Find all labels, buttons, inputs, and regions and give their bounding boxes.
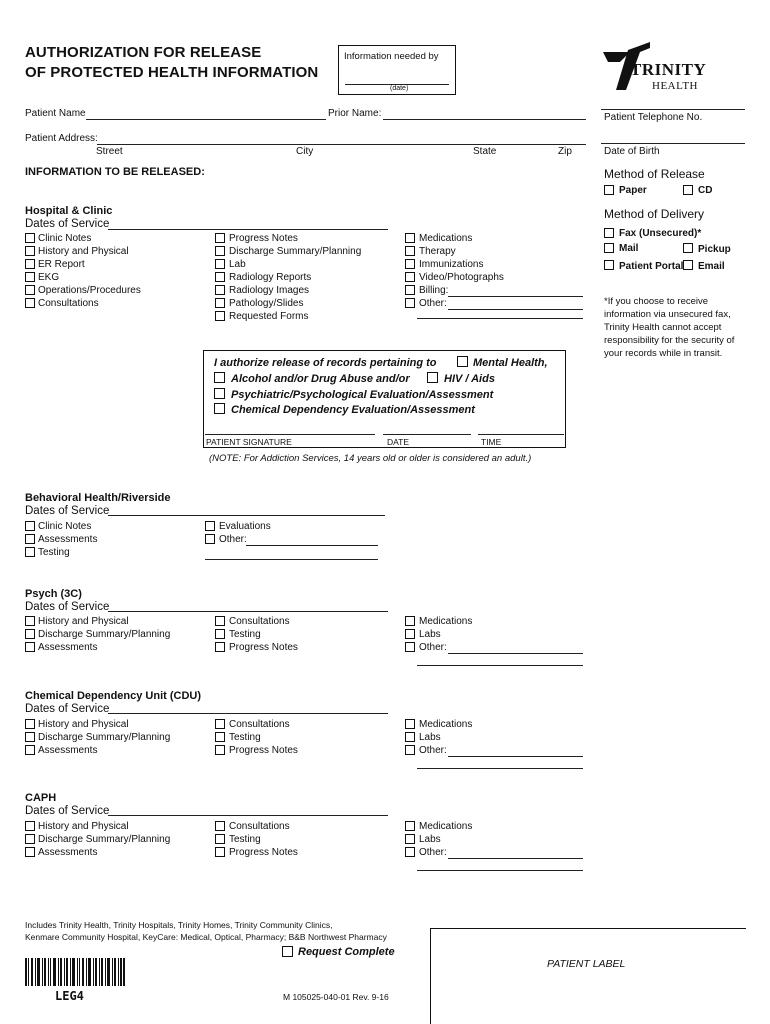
psych-assessments-checkbox[interactable] bbox=[25, 642, 35, 652]
addiction-services-note: (NOTE: For Addiction Services, 14 years old or older is considered an adult.) bbox=[209, 453, 532, 464]
behavioral-health-heading: Behavioral Health/Riverside bbox=[25, 492, 171, 504]
bh-evaluations-checkbox[interactable] bbox=[205, 521, 215, 531]
date-of-birth-field[interactable] bbox=[601, 143, 745, 144]
psych-dates-label: Dates of Service bbox=[25, 601, 110, 613]
er-report-checkbox[interactable] bbox=[25, 259, 35, 269]
bh-assessments-checkbox[interactable] bbox=[25, 534, 35, 544]
pathology-slides-label: Pathology/Slides bbox=[229, 298, 304, 309]
discharge-summary-label: Discharge Summary/Planning bbox=[229, 246, 362, 257]
patient-label-caption: PATIENT LABEL bbox=[547, 958, 626, 970]
psych-consultations-checkbox[interactable] bbox=[215, 616, 225, 626]
cdu-heading: Chemical Dependency Unit (CDU) bbox=[25, 690, 202, 702]
caph-other-label: Other: bbox=[419, 847, 447, 858]
immunizations-checkbox[interactable] bbox=[405, 259, 415, 269]
cdu-dates-field[interactable] bbox=[108, 713, 388, 714]
psych-history-physical-checkbox[interactable] bbox=[25, 616, 35, 626]
patient-signature-field[interactable] bbox=[205, 434, 375, 435]
clinic-notes-checkbox[interactable] bbox=[25, 233, 35, 243]
form-title-line1: AUTHORIZATION FOR RELEASE bbox=[25, 44, 262, 61]
ekg-checkbox[interactable] bbox=[25, 272, 35, 282]
form-title-line2: OF PROTECTED HEALTH INFORMATION bbox=[25, 64, 319, 81]
psych-history-physical-label: History and Physical bbox=[38, 616, 129, 627]
bh-evaluations-label: Evaluations bbox=[219, 521, 271, 532]
psych-medications-label: Medications bbox=[419, 616, 473, 627]
psych-testing-checkbox[interactable] bbox=[215, 629, 225, 639]
cdu-dates-label: Dates of Service bbox=[25, 703, 110, 715]
cd-checkbox[interactable] bbox=[683, 185, 693, 195]
other-field[interactable] bbox=[448, 309, 583, 310]
caph-progress-notes-checkbox[interactable] bbox=[215, 847, 225, 857]
caph-dates-label: Dates of Service bbox=[25, 805, 110, 817]
patient-telephone-label: Patient Telephone No. bbox=[604, 112, 703, 123]
patient-address-label: Patient Address: bbox=[25, 133, 98, 144]
caph-consultations-label: Consultations bbox=[229, 821, 290, 832]
address-city-caption: City bbox=[296, 146, 314, 157]
address-street-caption: Street bbox=[96, 146, 123, 157]
psych-assessments-label: Assessments bbox=[38, 642, 98, 653]
fax-disclaimer-line5: your records while in transit. bbox=[604, 348, 723, 359]
hiv-aids-checkbox[interactable] bbox=[427, 372, 438, 383]
billing-checkbox[interactable] bbox=[405, 285, 415, 295]
psych-dates-field[interactable] bbox=[108, 611, 388, 612]
fax-disclaimer-line2: information via unsecured fax, bbox=[604, 309, 731, 320]
other-checkbox[interactable] bbox=[405, 298, 415, 308]
caph-history-physical-label: History and Physical bbox=[38, 821, 129, 832]
bh-other-checkbox[interactable] bbox=[205, 534, 215, 544]
prior-name-label: Prior Name: bbox=[328, 108, 382, 119]
lab-label: Lab bbox=[229, 259, 246, 270]
cdu-medications-label: Medications bbox=[419, 719, 473, 730]
billing-field[interactable] bbox=[448, 296, 583, 297]
history-physical-label: History and Physical bbox=[38, 246, 129, 257]
cdu-progress-notes-label: Progress Notes bbox=[229, 745, 298, 756]
cdu-consultations-label: Consultations bbox=[229, 719, 290, 730]
mail-label: Mail bbox=[619, 243, 639, 254]
trinity-health-logo bbox=[600, 40, 730, 95]
signature-date-field[interactable] bbox=[383, 434, 471, 435]
fax-disclaimer-line4: responsibility for the security of bbox=[604, 335, 735, 346]
psych-labs-checkbox[interactable] bbox=[405, 629, 415, 639]
caph-other-field[interactable] bbox=[448, 858, 583, 859]
psych-consultations-label: Consultations bbox=[229, 616, 290, 627]
cdu-testing-checkbox[interactable] bbox=[215, 732, 225, 742]
cdu-history-physical-label: History and Physical bbox=[38, 719, 129, 730]
paper-label: Paper bbox=[619, 185, 647, 196]
consultations-checkbox[interactable] bbox=[25, 298, 35, 308]
bh-clinic-notes-label: Clinic Notes bbox=[38, 521, 92, 532]
mental-health-checkbox[interactable] bbox=[457, 356, 468, 367]
caph-assessments-checkbox[interactable] bbox=[25, 847, 35, 857]
psych-progress-notes-checkbox[interactable] bbox=[215, 642, 225, 652]
cdu-labs-label: Labs bbox=[419, 732, 441, 743]
therapy-label: Therapy bbox=[419, 246, 456, 257]
bh-assessments-label: Assessments bbox=[38, 534, 98, 545]
video-photographs-checkbox[interactable] bbox=[405, 272, 415, 282]
paper-checkbox[interactable] bbox=[604, 185, 614, 195]
authorize-line1: I authorize release of records pertaining to bbox=[214, 357, 437, 369]
caph-discharge-checkbox[interactable] bbox=[25, 834, 35, 844]
bh-testing-checkbox[interactable] bbox=[25, 547, 35, 557]
psychiatric-evaluation-label: Psychiatric/Psychological Evaluation/Assessment bbox=[231, 389, 494, 401]
hiv-aids-label: HIV / Aids bbox=[444, 373, 495, 385]
behavioral-dates-label: Dates of Service bbox=[25, 505, 110, 517]
psych-discharge-checkbox[interactable] bbox=[25, 629, 35, 639]
request-complete-label: Request Complete bbox=[298, 946, 395, 958]
bh-other-field[interactable] bbox=[246, 545, 378, 546]
mental-health-label: Mental Health, bbox=[473, 357, 548, 369]
psych-other-label: Other: bbox=[419, 642, 447, 653]
mail-checkbox[interactable] bbox=[604, 243, 614, 253]
progress-notes-checkbox[interactable] bbox=[215, 233, 225, 243]
fax-checkbox[interactable] bbox=[604, 228, 614, 238]
email-checkbox[interactable] bbox=[683, 260, 693, 270]
cdu-discharge-checkbox[interactable] bbox=[25, 732, 35, 742]
fax-disclaimer-line1: *If you choose to receive bbox=[604, 296, 709, 307]
caph-progress-notes-label: Progress Notes bbox=[229, 847, 298, 858]
psych-3c-heading: Psych (3C) bbox=[25, 588, 82, 600]
billing-label: Billing: bbox=[419, 285, 449, 296]
psychiatric-evaluation-checkbox[interactable] bbox=[214, 388, 225, 399]
cdu-history-physical-checkbox[interactable] bbox=[25, 719, 35, 729]
address-zip-caption: Zip bbox=[558, 146, 572, 157]
request-complete-checkbox[interactable] bbox=[282, 946, 293, 957]
cdu-other-label: Other: bbox=[419, 745, 447, 756]
cdu-consultations-checkbox[interactable] bbox=[215, 719, 225, 729]
psych-discharge-label: Discharge Summary/Planning bbox=[38, 629, 171, 640]
therapy-checkbox[interactable] bbox=[405, 246, 415, 256]
radiology-images-label: Radiology Images bbox=[229, 285, 310, 296]
barcode-icon bbox=[25, 958, 125, 986]
consultations-label: Consultations bbox=[38, 298, 99, 309]
patient-portal-label: Patient Portal bbox=[619, 261, 684, 272]
requested-forms-checkbox[interactable] bbox=[215, 311, 225, 321]
lab-checkbox[interactable] bbox=[215, 259, 225, 269]
cdu-assessments-label: Assessments bbox=[38, 745, 98, 756]
caph-medications-checkbox[interactable] bbox=[405, 821, 415, 831]
caph-testing-checkbox[interactable] bbox=[215, 834, 225, 844]
bh-clinic-notes-checkbox[interactable] bbox=[25, 521, 35, 531]
pickup-label: Pickup bbox=[698, 244, 731, 255]
alcohol-drug-label: Alcohol and/or Drug Abuse and/or bbox=[231, 373, 410, 385]
patient-portal-checkbox[interactable] bbox=[604, 260, 614, 270]
psych-labs-label: Labs bbox=[419, 629, 441, 640]
medications-label: Medications bbox=[419, 233, 473, 244]
psych-other-field-extra[interactable] bbox=[417, 665, 583, 666]
caph-other-checkbox[interactable] bbox=[405, 847, 415, 857]
caph-testing-label: Testing bbox=[229, 834, 261, 845]
medications-checkbox[interactable] bbox=[405, 233, 415, 243]
hospital-clinic-heading: Hospital & Clinic bbox=[25, 205, 113, 217]
requested-forms-label: Requested Forms bbox=[229, 311, 309, 322]
fax-disclaimer-line3: Trinity Health cannot accept bbox=[604, 322, 722, 333]
includes-line1: Includes Trinity Health, Trinity Hospitals, Trinity Homes, Trinity Community Clinics, bbox=[25, 920, 333, 930]
progress-notes-label: Progress Notes bbox=[229, 233, 298, 244]
radiology-images-checkbox[interactable] bbox=[215, 285, 225, 295]
signature-date-label: DATE bbox=[387, 437, 410, 447]
cdu-other-field[interactable] bbox=[448, 756, 583, 757]
bh-other-field-extra[interactable] bbox=[205, 559, 378, 560]
discharge-summary-checkbox[interactable] bbox=[215, 246, 225, 256]
method-of-release-heading: Method of Release bbox=[604, 167, 705, 181]
cdu-other-checkbox[interactable] bbox=[405, 745, 415, 755]
patient-telephone-field[interactable] bbox=[601, 109, 745, 110]
caph-other-field-extra[interactable] bbox=[417, 870, 583, 871]
operations-procedures-label: Operations/Procedures bbox=[38, 285, 141, 296]
caph-labs-checkbox[interactable] bbox=[405, 834, 415, 844]
form-number: M 105025-040-01 Rev. 9-16 bbox=[283, 992, 389, 1002]
cd-label: CD bbox=[698, 185, 713, 196]
caph-labs-label: Labs bbox=[419, 834, 441, 845]
ekg-label: EKG bbox=[38, 272, 60, 283]
psych-progress-notes-label: Progress Notes bbox=[229, 642, 298, 653]
immunizations-label: Immunizations bbox=[419, 259, 484, 270]
method-of-delivery-heading: Method of Delivery bbox=[604, 207, 705, 221]
email-label: Email bbox=[698, 261, 725, 272]
caph-consultations-checkbox[interactable] bbox=[215, 821, 225, 831]
barcode bbox=[25, 958, 125, 986]
logo-trinity-text: TRINITY bbox=[630, 60, 707, 79]
logo-health-text: HEALTH bbox=[652, 80, 698, 92]
pickup-checkbox[interactable] bbox=[683, 243, 693, 253]
behavioral-dates-field[interactable] bbox=[108, 515, 385, 516]
cdu-progress-notes-checkbox[interactable] bbox=[215, 745, 225, 755]
cdu-testing-label: Testing bbox=[229, 732, 261, 743]
barcode-text: LEG4 bbox=[55, 989, 84, 1003]
cdu-other-field-extra[interactable] bbox=[417, 768, 583, 769]
info-needed-label: Information needed by bbox=[344, 51, 439, 62]
caph-dates-field[interactable] bbox=[108, 815, 388, 816]
includes-line2: Kenmare Community Hospital, KeyCare: Medical, Optical, Pharmacy; B&B Northwest Pharmacy bbox=[25, 932, 387, 942]
patient-name-label: Patient Name bbox=[25, 108, 86, 119]
er-report-label: ER Report bbox=[38, 259, 85, 270]
patient-label-area bbox=[430, 928, 746, 1024]
caph-heading: CAPH bbox=[25, 792, 57, 804]
hospital-dates-label: Dates of Service bbox=[25, 218, 110, 230]
prior-name-field[interactable] bbox=[383, 119, 586, 120]
pathology-slides-checkbox[interactable] bbox=[215, 298, 225, 308]
other-field-extra[interactable] bbox=[417, 318, 583, 319]
clinic-notes-label: Clinic Notes bbox=[38, 233, 92, 244]
video-photographs-label: Video/Photographs bbox=[419, 272, 504, 283]
radiology-reports-checkbox[interactable] bbox=[215, 272, 225, 282]
operations-procedures-checkbox[interactable] bbox=[25, 285, 35, 295]
caph-assessments-label: Assessments bbox=[38, 847, 98, 858]
radiology-reports-label: Radiology Reports bbox=[229, 272, 312, 283]
signature-time-label: TIME bbox=[481, 437, 502, 447]
chemical-dependency-checkbox[interactable] bbox=[214, 403, 225, 414]
caph-history-physical-checkbox[interactable] bbox=[25, 821, 35, 831]
date-of-birth-label: Date of Birth bbox=[604, 146, 660, 157]
information-released-heading: INFORMATION TO BE RELEASED: bbox=[25, 166, 205, 178]
history-physical-checkbox[interactable] bbox=[25, 246, 35, 256]
psych-testing-label: Testing bbox=[229, 629, 261, 640]
alcohol-drug-checkbox[interactable] bbox=[214, 372, 225, 383]
cdu-medications-checkbox[interactable] bbox=[405, 719, 415, 729]
psych-medications-checkbox[interactable] bbox=[405, 616, 415, 626]
cdu-discharge-label: Discharge Summary/Planning bbox=[38, 732, 171, 743]
patient-signature-label: PATIENT SIGNATURE bbox=[206, 437, 292, 447]
patient-name-field[interactable] bbox=[86, 119, 326, 120]
patient-address-field[interactable] bbox=[97, 144, 586, 145]
cdu-labs-checkbox[interactable] bbox=[405, 732, 415, 742]
cdu-assessments-checkbox[interactable] bbox=[25, 745, 35, 755]
psych-other-checkbox[interactable] bbox=[405, 642, 415, 652]
bh-other-label: Other: bbox=[219, 534, 247, 545]
date-caption: (date) bbox=[390, 85, 409, 92]
other-label: Other: bbox=[419, 298, 447, 309]
address-state-caption: State bbox=[473, 146, 497, 157]
hospital-dates-field[interactable] bbox=[108, 229, 388, 230]
caph-medications-label: Medications bbox=[419, 821, 473, 832]
fax-label: Fax (Unsecured)* bbox=[619, 228, 702, 239]
psych-other-field[interactable] bbox=[448, 653, 583, 654]
signature-time-field[interactable] bbox=[478, 434, 564, 435]
chemical-dependency-label: Chemical Dependency Evaluation/Assessment bbox=[231, 404, 475, 416]
caph-discharge-label: Discharge Summary/Planning bbox=[38, 834, 171, 845]
bh-testing-label: Testing bbox=[38, 547, 70, 558]
